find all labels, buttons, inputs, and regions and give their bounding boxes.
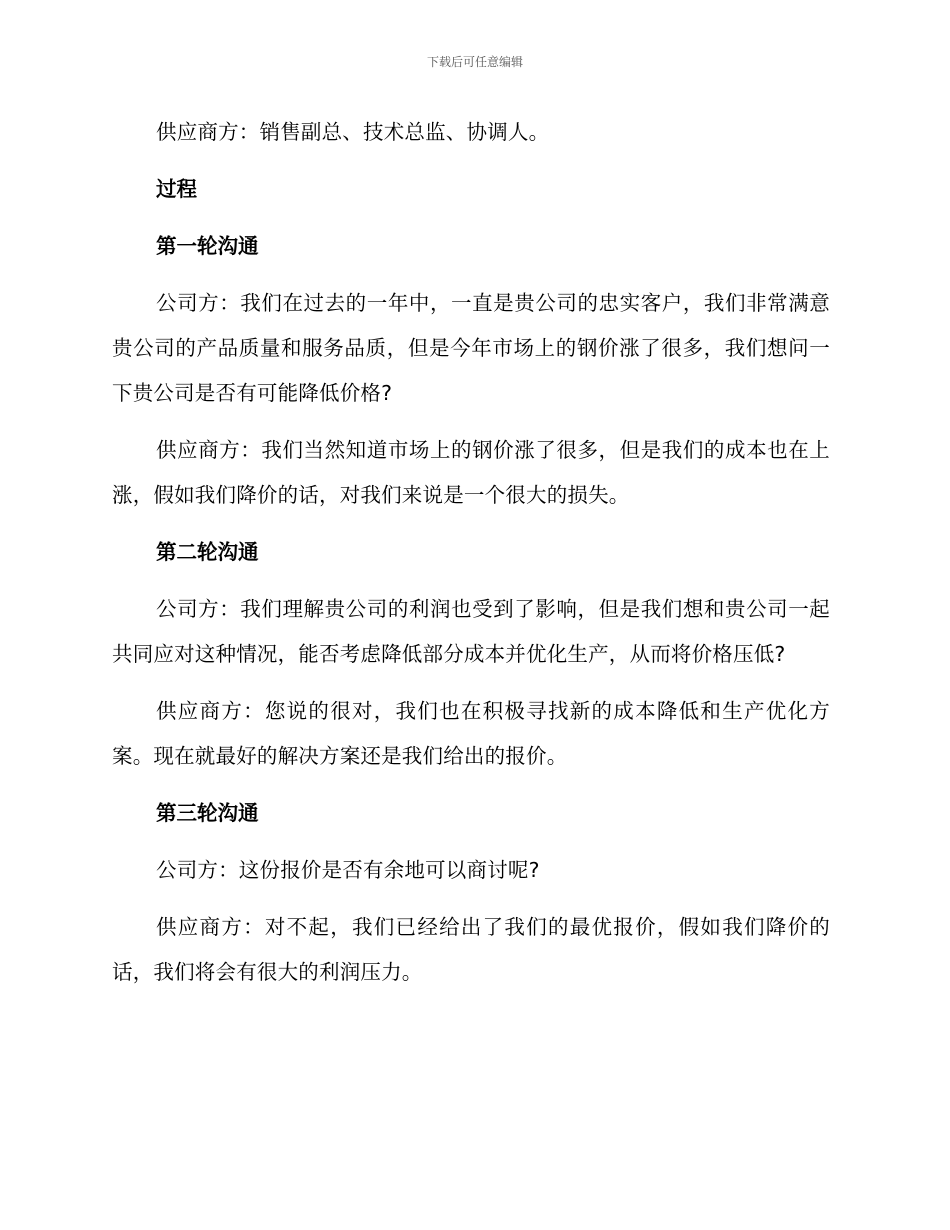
paragraph-round-two-company: 公司方：我们理解贵公司的利润也受到了影响，但是我们想和贵公司一起共同应对这种情况，能否考虑降低部分成本并优化生产，从而将价格压低? [112, 597, 830, 666]
heading-round-two: 第二轮沟通 [156, 540, 259, 564]
paragraph-round-three-supplier: 供应商方：对不起，我们已经给出了我们的最优报价，假如我们降价的话，我们将会有很大的利润压力。 [112, 915, 830, 984]
heading-process: 过程 [156, 177, 197, 201]
paragraph-supplier-attendees: 供应商方：销售副总、技术总监、协调人。 [156, 120, 550, 144]
paragraph-round-one-supplier: 供应商方：我们当然知道市场上的钢价涨了很多，但是我们的成本也在上涨，假如我们降价的话，对我们来说是一个很大的损失。 [112, 438, 830, 507]
heading-round-three: 第三轮沟通 [156, 801, 259, 825]
document-body [112, 110, 830, 1007]
heading-round-one: 第一轮沟通 [156, 234, 259, 258]
paragraph-round-two-supplier: 供应商方：您说的很对，我们也在积极寻找新的成本降低和生产优化方案。现在就最好的解决方案还是我们给出的报价。 [112, 699, 830, 768]
paragraph-round-three-company: 公司方：这份报价是否有余地可以商讨呢? [156, 858, 540, 882]
page-header-note: 下载后可任意编辑 [426, 55, 523, 69]
paragraph-round-one-company: 公司方：我们在过去的一年中，一直是贵公司的忠实客户，我们非常满意贵公司的产品质量和服务品质，但是今年市场上的钢价涨了很多，我们想问一下贵公司是否有可能降低价格? [112, 291, 830, 405]
